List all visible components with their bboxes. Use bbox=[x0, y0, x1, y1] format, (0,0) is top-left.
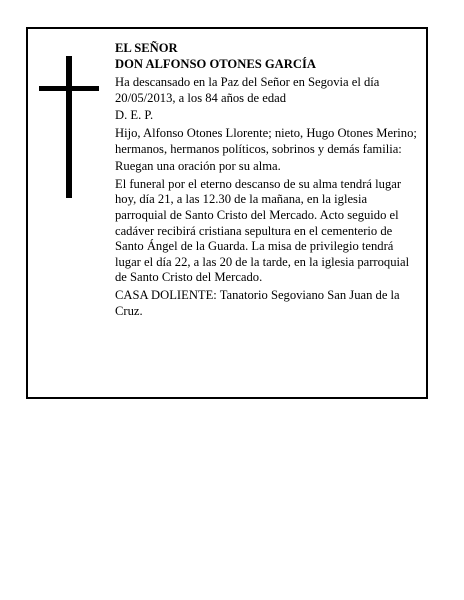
funeral-details: El funeral por el eterno descanso de su alma tendrá lugar hoy, día 21, a las 12.30 de la mañana, en la iglesia parroquial de Santo Cristo del Mercado. Acto seguido el cadáver recibirá cristiana sepultura en el cementerio de Santo Ángel de la Guarda. La misa de privilegio tendrá lugar el día 22, a las 20 de la tarde, en la iglesia parroquial de Santo Cristo del Mercado. bbox=[115, 176, 410, 285]
cross-icon bbox=[39, 56, 99, 198]
rip-line: D. E. P. bbox=[115, 108, 154, 123]
passing-statement: Ha descansado en la Paz del Señor en Segovia el día 20/05/2013, a los 84 años de edad bbox=[115, 75, 380, 105]
obituary-notice bbox=[26, 27, 428, 399]
deceased-name: DON ALFONSO OTONES GARCÍA bbox=[115, 56, 316, 71]
prayer-request: Ruegan una oración por su alma. bbox=[115, 159, 281, 174]
cross-vertical-bar bbox=[66, 56, 72, 198]
family-list: Hijo, Alfonso Otones Llorente; nieto, Hugo Otones Merino; hermanos, hermanos políticos, sobrinos y demás familia: bbox=[115, 125, 417, 156]
cross-horizontal-bar bbox=[39, 86, 99, 91]
mourning-house: CASA DOLIENTE: Tanatorio Segoviano San Juan de la Cruz. bbox=[115, 287, 400, 318]
obituary-text bbox=[115, 41, 421, 321]
title-line-1: EL SEÑOR bbox=[115, 41, 178, 55]
